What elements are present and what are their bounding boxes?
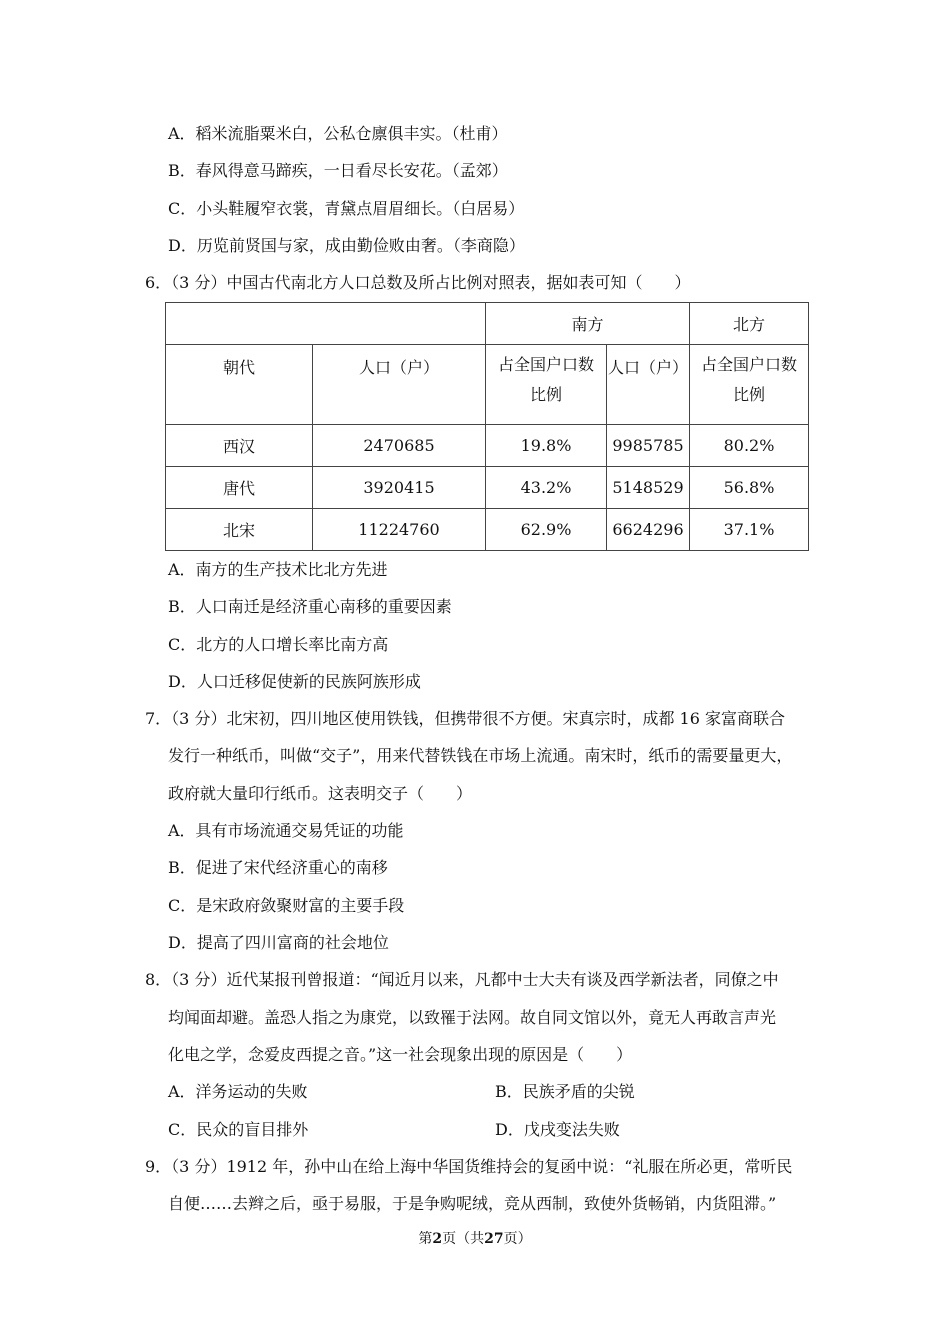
q8-stem-line2: 均闻面却避。盖恐人指之为康党，以致罹于法网。故自同文馆以外，竟无人再敢言声光 <box>168 1008 777 1027</box>
q9-stem-line1: 9．（3 分）1912 年，孙中山在给上海中华国货维持会的复函中说：“礼服在所必更，常听民 <box>145 1157 793 1176</box>
cell-north-pop: 5148529 <box>607 467 690 509</box>
q6-option-c: C．北方的人口增长率比南方高 <box>168 635 389 654</box>
cell-south-pct: 19.8% <box>486 425 607 467</box>
table-col-south-pop: 人口（户） <box>313 345 486 425</box>
q7-option-a: A．具有市场流通交易凭证的功能 <box>168 821 404 840</box>
table-col-north-ratio-line2: 比例 <box>732 385 765 404</box>
table-col-north-ratio-line1: 占全国户口数 <box>700 355 797 374</box>
cell-north-pop: 9985785 <box>607 425 690 467</box>
footer-page-number: 2 <box>432 1231 443 1247</box>
table-col-dynasty: 朝代 <box>166 345 313 425</box>
q9-stem-line2: 自便……去辫之后，亟于易服，于是争购呢绒，竞从西制，致使外货畅销，内货阻滞。” <box>168 1194 777 1213</box>
table-row <box>166 425 809 467</box>
table-col-north-ratio <box>690 345 809 425</box>
footer-prefix: 第 <box>418 1231 433 1247</box>
table-header-north: 北方 <box>690 303 809 345</box>
q5-option-d: D．历览前贤国与家，成由勤俭败由奢。（李商隐） <box>168 236 525 255</box>
q6-option-d: D．人口迁移促使新的民族阿族形成 <box>168 672 421 691</box>
q8-stem-line1: 8．（3 分）近代某报刊曾报道：“闻近月以来，凡都中士大夫有谈及西学新法者，同僚之中 <box>145 970 779 989</box>
q7-option-c: C．是宋政府敛聚财富的主要手段 <box>168 896 405 915</box>
q8-option-d: D．戊戌变法失败 <box>495 1120 620 1139</box>
q5-option-b: B．春风得意马蹄疾，一日看尽长安花。（孟郊） <box>168 161 508 180</box>
table-row <box>166 509 809 551</box>
q8-option-c: C．民众的盲目排外 <box>168 1120 309 1139</box>
q7-stem-line1: 7．（3 分）北宋初，四川地区使用铁钱，但携带很不方便。宋真宗时，成都 16 家富商联合 <box>145 709 785 728</box>
q8-option-b: B．民族矛盾的尖锐 <box>495 1082 635 1101</box>
q8-stem-line3: 化电之学，念爱皮西提之音。”这一社会现象出现的原因是（ ） <box>168 1045 633 1064</box>
page-footer <box>0 1228 950 1248</box>
q7-option-d: D．提高了四川富商的社会地位 <box>168 933 389 952</box>
table-col-south-ratio-line1: 占全国户口数 <box>497 355 594 374</box>
cell-north-pct: 56.8% <box>690 467 809 509</box>
q5-option-a: A．稻米流脂粟米白，公私仓廪俱丰实。（杜甫） <box>168 124 508 143</box>
q7-stem-line2: 发行一种纸币，叫做“交子”，用来代替铁钱在市场上流通。南宋时，纸币的需要量更大， <box>168 746 793 765</box>
cell-north-pct: 80.2% <box>690 425 809 467</box>
table-col-south-ratio-line2: 比例 <box>529 385 562 404</box>
q6-stem: 6．（3 分）中国古代南北方人口总数及所占比例对照表，据如表可知（ ） <box>145 273 691 292</box>
q8-option-a: A．洋务运动的失败 <box>168 1082 308 1101</box>
q6-option-a: A．南方的生产技术比北方先进 <box>168 560 388 579</box>
cell-dynasty: 北宋 <box>166 509 313 551</box>
footer-total-pages: 27 <box>484 1231 504 1247</box>
cell-south-pct: 62.9% <box>486 509 607 551</box>
q6-option-b: B．人口南迁是经济重心南移的重要因素 <box>168 597 452 616</box>
table-row <box>166 467 809 509</box>
q7-option-b: B．促进了宋代经济重心的南移 <box>168 858 388 877</box>
cell-dynasty: 西汉 <box>166 425 313 467</box>
cell-north-pct: 37.1% <box>690 509 809 551</box>
table-col-south-ratio <box>486 345 607 425</box>
cell-south-pop: 2470685 <box>313 425 486 467</box>
cell-south-pct: 43.2% <box>486 467 607 509</box>
table-col-north-pop: 人口（户） <box>607 345 690 425</box>
q5-option-c: C．小头鞋履窄衣裳，青黛点眉眉细长。（白居易） <box>168 199 525 218</box>
footer-middle: 页（共 <box>442 1231 485 1247</box>
footer-suffix: 页） <box>503 1231 532 1247</box>
table-empty-header <box>166 303 486 345</box>
q7-stem-line3: 政府就大量印行纸币。这表明交子（ ） <box>168 784 473 803</box>
cell-dynasty: 唐代 <box>166 467 313 509</box>
cell-north-pop: 6624296 <box>607 509 690 551</box>
table-header-south: 南方 <box>486 303 690 345</box>
cell-south-pop: 11224760 <box>313 509 486 551</box>
population-table <box>165 302 809 551</box>
cell-south-pop: 3920415 <box>313 467 486 509</box>
